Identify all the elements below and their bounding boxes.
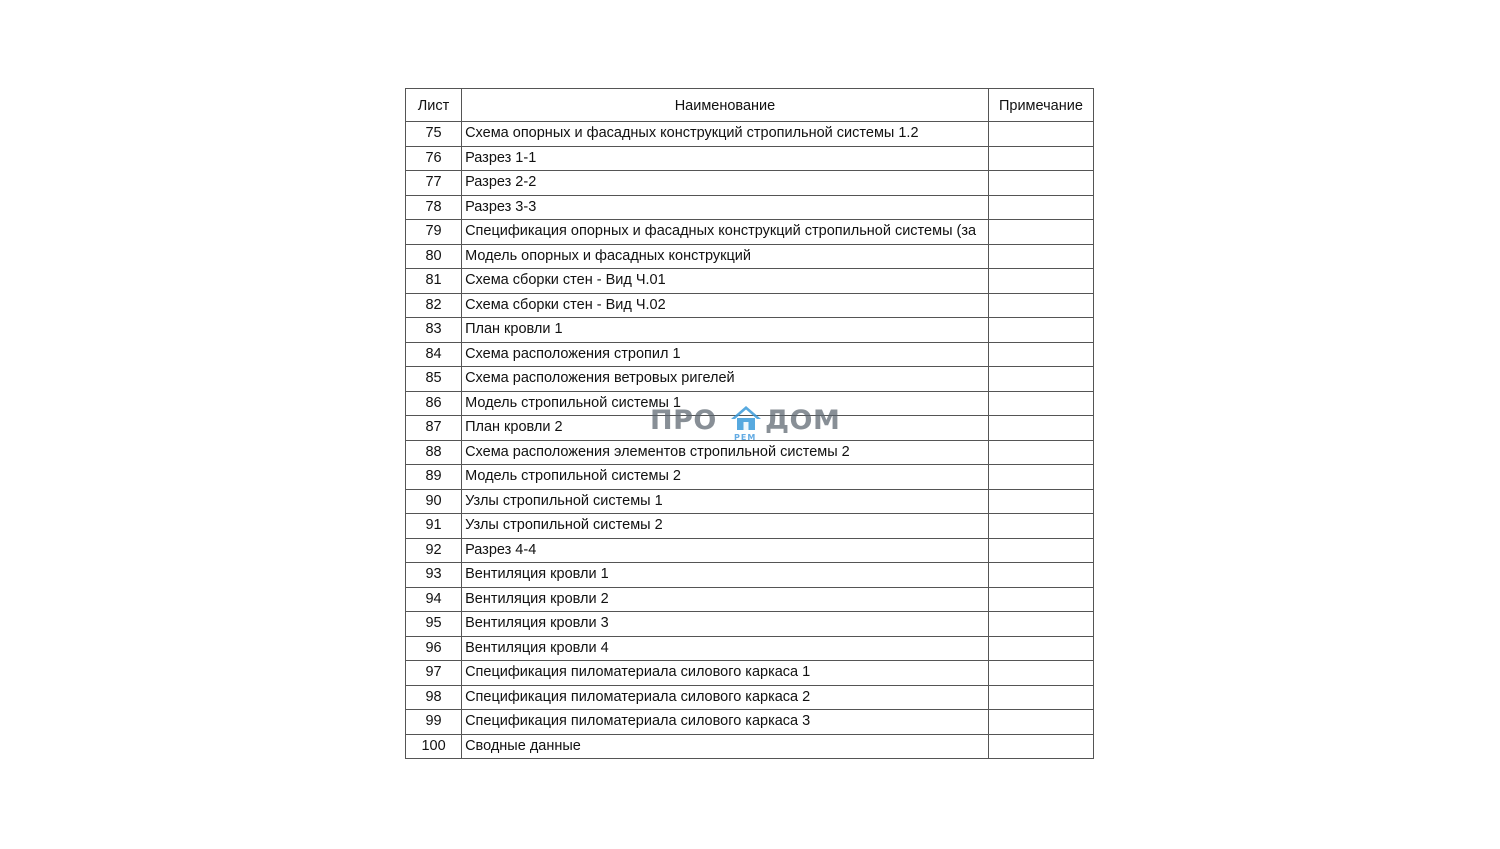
sheet-note-cell xyxy=(988,146,1093,171)
sheet-name-cell: Разрез 4-4 xyxy=(462,538,989,563)
sheet-number-cell: 78 xyxy=(406,195,462,220)
sheet-note-cell xyxy=(988,514,1093,539)
header-note: Примечание xyxy=(988,89,1093,122)
sheet-name-cell: Спецификация опорных и фасадных конструкций стропильной системы (за xyxy=(462,220,989,245)
sheet-number-cell: 87 xyxy=(406,416,462,441)
sheet-name-cell: Разрез 3-3 xyxy=(462,195,989,220)
sheet-number-cell: 80 xyxy=(406,244,462,269)
sheet-number-cell: 95 xyxy=(406,612,462,637)
sheet-name-cell: Схема расположения элементов стропильной системы 2 xyxy=(462,440,989,465)
table-row xyxy=(406,661,1094,686)
sheet-note-cell xyxy=(988,440,1093,465)
sheet-name-cell: Разрез 1-1 xyxy=(462,146,989,171)
sheet-name-cell: Схема опорных и фасадных конструкций стропильной системы 1.2 xyxy=(462,122,989,147)
table-row xyxy=(406,465,1094,490)
sheet-number-cell: 93 xyxy=(406,563,462,588)
sheet-name-cell: Узлы стропильной системы 2 xyxy=(462,514,989,539)
sheet-name-cell: Сводные данные xyxy=(462,734,989,759)
drawings-list-table xyxy=(405,88,1094,759)
sheet-note-cell xyxy=(988,244,1093,269)
table-row xyxy=(406,293,1094,318)
sheet-name-cell: Вентиляция кровли 2 xyxy=(462,587,989,612)
sheet-number-cell: 86 xyxy=(406,391,462,416)
sheet-name-cell: Вентиляция кровли 3 xyxy=(462,612,989,637)
sheet-note-cell xyxy=(988,734,1093,759)
sheet-name-cell: Узлы стропильной системы 1 xyxy=(462,489,989,514)
sheet-note-cell xyxy=(988,318,1093,343)
table-row xyxy=(406,269,1094,294)
sheet-note-cell xyxy=(988,563,1093,588)
table-row xyxy=(406,367,1094,392)
sheet-name-cell: Спецификация пиломатериала силового каркаса 2 xyxy=(462,685,989,710)
sheet-number-cell: 79 xyxy=(406,220,462,245)
sheet-number-cell: 84 xyxy=(406,342,462,367)
sheet-name-cell: Спецификация пиломатериала силового каркаса 3 xyxy=(462,710,989,735)
table-row xyxy=(406,734,1094,759)
sheet-number-cell: 100 xyxy=(406,734,462,759)
sheet-number-cell: 83 xyxy=(406,318,462,343)
sheet-number-cell: 94 xyxy=(406,587,462,612)
watermark-subtext: РЕМ xyxy=(734,433,757,442)
sheet-note-cell xyxy=(988,122,1093,147)
sheet-name-cell: Спецификация пиломатериала силового каркаса 1 xyxy=(462,661,989,686)
sheet-note-cell xyxy=(988,220,1093,245)
sheet-name-cell: Схема сборки стен - Вид Ч.02 xyxy=(462,293,989,318)
sheet-note-cell xyxy=(988,416,1093,441)
table-row xyxy=(406,636,1094,661)
header-name: Наименование xyxy=(462,89,989,122)
sheet-note-cell xyxy=(988,661,1093,686)
table-row xyxy=(406,612,1094,637)
sheet-number-cell: 88 xyxy=(406,440,462,465)
sheet-number-cell: 97 xyxy=(406,661,462,686)
table-header-row xyxy=(406,89,1094,122)
table-row xyxy=(406,563,1094,588)
sheet-number-cell: 76 xyxy=(406,146,462,171)
table-row xyxy=(406,195,1094,220)
sheet-number-cell: 89 xyxy=(406,465,462,490)
sheet-number-cell: 82 xyxy=(406,293,462,318)
sheet-number-cell: 91 xyxy=(406,514,462,539)
sheet-note-cell xyxy=(988,195,1093,220)
table-row xyxy=(406,440,1094,465)
sheet-name-cell: Модель стропильной системы 2 xyxy=(462,465,989,490)
sheet-note-cell xyxy=(988,685,1093,710)
sheet-note-cell xyxy=(988,171,1093,196)
table-row xyxy=(406,342,1094,367)
sheet-name-cell: План кровли 1 xyxy=(462,318,989,343)
table-row xyxy=(406,220,1094,245)
sheet-number-cell: 75 xyxy=(406,122,462,147)
table-row xyxy=(406,489,1094,514)
table-row xyxy=(406,416,1094,441)
sheet-name-cell: Вентиляция кровли 4 xyxy=(462,636,989,661)
watermark-text-right: ДОМ xyxy=(765,405,841,436)
sheet-number-cell: 85 xyxy=(406,367,462,392)
table-row xyxy=(406,710,1094,735)
table-row xyxy=(406,146,1094,171)
table-row xyxy=(406,514,1094,539)
sheet-note-cell xyxy=(988,636,1093,661)
sheet-note-cell xyxy=(988,293,1093,318)
sheet-note-cell xyxy=(988,587,1093,612)
table-row xyxy=(406,538,1094,563)
sheet-note-cell xyxy=(988,342,1093,367)
table-row xyxy=(406,171,1094,196)
table-row xyxy=(406,587,1094,612)
sheet-name-cell: Модель опорных и фасадных конструкций xyxy=(462,244,989,269)
sheet-name-cell: Схема расположения стропил 1 xyxy=(462,342,989,367)
sheet-note-cell xyxy=(988,538,1093,563)
sheet-note-cell xyxy=(988,710,1093,735)
table-row xyxy=(406,685,1094,710)
sheet-note-cell xyxy=(988,269,1093,294)
sheet-name-cell: Схема сборки стен - Вид Ч.01 xyxy=(462,269,989,294)
sheet-note-cell xyxy=(988,465,1093,490)
sheet-note-cell xyxy=(988,612,1093,637)
sheet-note-cell xyxy=(988,489,1093,514)
table-body xyxy=(406,122,1094,759)
watermark-text-left: ПРО xyxy=(650,405,717,436)
sheet-number-cell: 77 xyxy=(406,171,462,196)
sheet-number-cell: 81 xyxy=(406,269,462,294)
sheet-note-cell xyxy=(988,367,1093,392)
table-row xyxy=(406,244,1094,269)
sheet-number-cell: 99 xyxy=(406,710,462,735)
sheet-name-cell: Схема расположения ветровых ригелей xyxy=(462,367,989,392)
sheet-number-cell: 92 xyxy=(406,538,462,563)
sheet-name-cell: Модель стропильной системы 1 xyxy=(462,391,989,416)
sheet-name-cell: План кровли 2 xyxy=(462,416,989,441)
sheet-name-cell: Разрез 2-2 xyxy=(462,171,989,196)
sheet-name-cell: Вентиляция кровли 1 xyxy=(462,563,989,588)
table-row xyxy=(406,318,1094,343)
sheet-note-cell xyxy=(988,391,1093,416)
header-sheet-number: Лист xyxy=(406,89,462,122)
table-row xyxy=(406,391,1094,416)
sheet-number-cell: 90 xyxy=(406,489,462,514)
sheet-number-cell: 98 xyxy=(406,685,462,710)
sheet-number-cell: 96 xyxy=(406,636,462,661)
table-row xyxy=(406,122,1094,147)
